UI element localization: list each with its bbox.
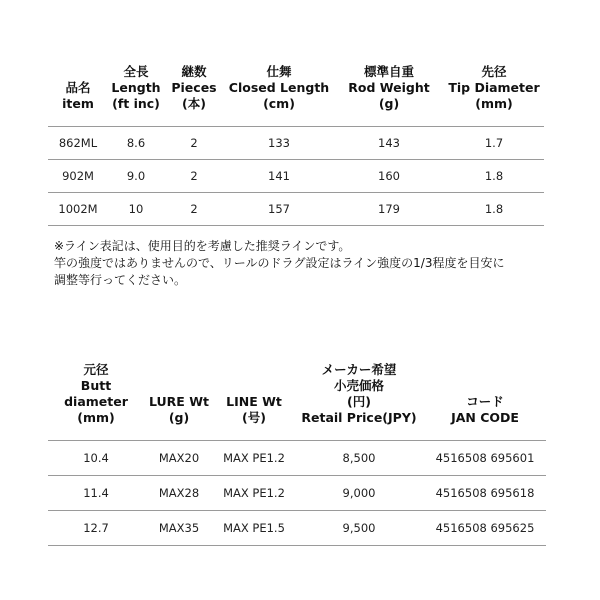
header-retail-price: メーカー希望 小売価格 (円) Retail Price(JPY) — [301, 362, 417, 425]
cell-lure-wt: MAX35 — [144, 511, 214, 546]
cell-lure-wt: MAX28 — [144, 476, 214, 511]
cell-butt-diameter: 12.7 — [48, 511, 144, 546]
cell-rod-weight: 160 — [334, 160, 444, 193]
cell-line-wt: MAX PE1.2 — [214, 476, 294, 511]
cell-retail-price: 9,500 — [294, 511, 424, 546]
table-row — [48, 476, 546, 511]
header-line-wt: LINE Wt (号) — [226, 394, 282, 425]
cell-item: 862ML — [48, 127, 108, 160]
cell-pieces: 2 — [164, 193, 224, 226]
spec-table-top — [48, 64, 544, 226]
table-row — [48, 127, 544, 160]
cell-lure-wt: MAX20 — [144, 441, 214, 476]
cell-retail-price: 9,000 — [294, 476, 424, 511]
note-line: ※ライン表記は、使用目的を考慮した推奨ラインです。 — [54, 239, 351, 253]
table-row — [48, 511, 546, 546]
cell-tip-diameter: 1.8 — [444, 160, 544, 193]
cell-length: 8.6 — [108, 127, 164, 160]
header-tip-diameter: 先径 Tip Diameter (mm) — [448, 64, 540, 111]
cell-jan-code: 4516508 695618 — [424, 476, 546, 511]
header-item: 品名 item — [62, 80, 94, 111]
header-length: 全長 Length (ft inc) — [111, 64, 161, 111]
header-lure-wt: LURE Wt (g) — [149, 394, 209, 425]
cell-jan-code: 4516508 695601 — [424, 441, 546, 476]
header-row — [48, 362, 546, 441]
cell-length: 9.0 — [108, 160, 164, 193]
cell-line-wt: MAX PE1.5 — [214, 511, 294, 546]
cell-tip-diameter: 1.7 — [444, 127, 544, 160]
header-closed-length: 仕舞 Closed Length (cm) — [228, 64, 330, 111]
cell-item: 902M — [48, 160, 108, 193]
spec-table-bottom — [48, 362, 546, 546]
header-butt-diameter: 元径 Butt diameter (mm) — [64, 362, 128, 425]
table-row — [48, 160, 544, 193]
cell-butt-diameter: 11.4 — [48, 476, 144, 511]
note-line: 調整等行ってください。 — [54, 273, 187, 287]
cell-pieces: 2 — [164, 127, 224, 160]
cell-rod-weight: 179 — [334, 193, 444, 226]
table-row — [48, 193, 544, 226]
cell-butt-diameter: 10.4 — [48, 441, 144, 476]
header-rod-weight: 標準自重 Rod Weight (g) — [348, 64, 430, 111]
header-row — [48, 64, 544, 127]
cell-line-wt: MAX PE1.2 — [214, 441, 294, 476]
cell-retail-price: 8,500 — [294, 441, 424, 476]
cell-pieces: 2 — [164, 160, 224, 193]
cell-closed-length: 133 — [224, 127, 334, 160]
cell-rod-weight: 143 — [334, 127, 444, 160]
header-pieces: 継数 Pieces (本) — [171, 64, 217, 111]
cell-item: 1002M — [48, 193, 108, 226]
note-line: 竿の強度ではありませんので、リールのドラグ設定はライン強度の1/3程度を目安に — [54, 256, 505, 270]
header-jan-code: コード JAN CODE — [451, 394, 519, 425]
cell-closed-length: 157 — [224, 193, 334, 226]
line-notes — [54, 238, 594, 289]
cell-length: 10 — [108, 193, 164, 226]
cell-jan-code: 4516508 695625 — [424, 511, 546, 546]
cell-tip-diameter: 1.8 — [444, 193, 544, 226]
cell-closed-length: 141 — [224, 160, 334, 193]
table-row — [48, 441, 546, 476]
